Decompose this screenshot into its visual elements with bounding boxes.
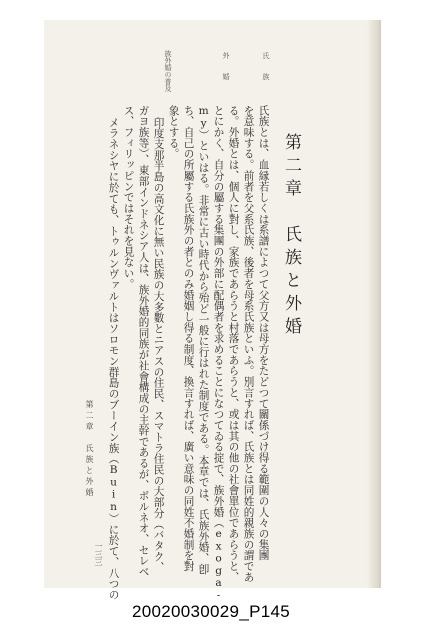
body-line-3: る。外婚とは、個人に對し、家族であらうと村落であらうと、或は其の他の社會單位であらうと、	[227, 105, 240, 583]
margin-note-shizoku: 氏族	[262, 52, 271, 94]
page-number: 一三三	[94, 542, 103, 566]
body-line-4: とにかく、自分の屬する集團の外部に配偶者を求めることになつてゐる掟で、族外婚（exoga-	[212, 105, 225, 602]
body-line-11: メラネシヤに於ても、トゥルンヴァルトはソロモン群島のブーイン族（Buin）に於て、八つの	[107, 117, 120, 600]
body-line-7: 象とする。	[167, 105, 180, 160]
page-gutter-shadow	[367, 20, 379, 588]
body-line-2: を意味する。前者を父系氏族、後者を母系氏族といふ。別言すれば、氏族とは同姓的親族の謂であ	[242, 105, 255, 583]
body-line-5: my）といはる。非常に古い時代から殆ど一般に行はれた制度である。本章では、氏族外婚、卽	[197, 105, 210, 575]
body-line-10: ス、フィリッピンではそれを見ない。	[122, 105, 135, 290]
body-line-8: 印度支那半島の高文化に無い民族の大多數とニアスの住民、スマトラ住民の大部分（バタク、	[152, 117, 165, 573]
running-footer-chapter: 第二章 氏族と外婚	[85, 400, 94, 499]
body-line-1: 氏族とは、血縁若しくは系譜によつて父方又は母方をたどつて關係づけ得る範圍の人々の集團	[257, 105, 270, 561]
book-page	[44, 20, 379, 588]
body-line-9: ガヨ族等）、東部インドネシア人は、族外婚的同族が社會構成の主幹であるが、ボルネオ、セレベ	[137, 105, 150, 578]
margin-note-gaikon: 外婚	[222, 52, 231, 94]
body-line-6: ち、自己の所屬する氏族外の者とのみ婚姻し得る制度、換言すれば、廣い意味の同姓不婚制を對	[182, 105, 195, 572]
chapter-title: 第二章 氏族と外婚	[281, 133, 301, 340]
margin-note-gaikon-fukyu: 族外婚の普及	[164, 50, 173, 92]
image-caption: 20020030029_P145	[132, 602, 290, 621]
